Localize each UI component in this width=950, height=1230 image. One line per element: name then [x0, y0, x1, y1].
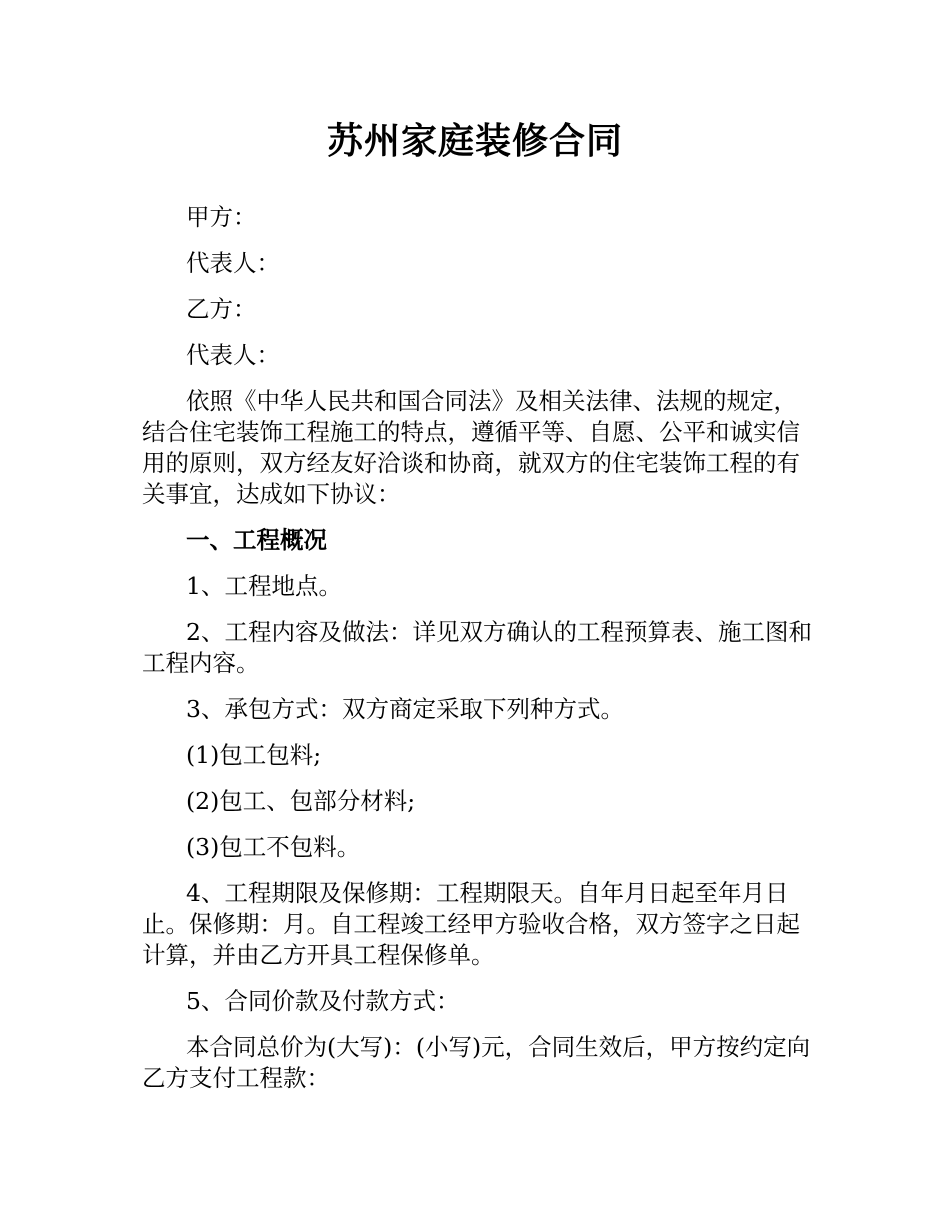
clause-contract-method: 3、承包方式：双方商定采取下列种方式。 [186, 695, 624, 723]
party-b-representative-line: 代表人： [186, 341, 280, 369]
party-a-representative-line: 代表人： [186, 249, 280, 277]
party-b-line: 乙方： [186, 295, 257, 323]
preamble-paragraph: 依照《中华人民共和国合同法》及相关法律、法规的规定，结合住宅装饰工程施工的特点，遵循平等、自愿、公平和诚实信用的原则，双方经友好洽谈和协商，就双方的住宅装饰工程的有关事宜，达成如下协议： [142, 387, 800, 508]
document-title: 苏州家庭装修合同 [326, 121, 623, 162]
clause-period-and-warranty: 4、工程期限及保修期：工程期限天。自年月日起至年月日止。保修期：月。自工程竣工经甲方验收合格，双方签字之日起计算，并由乙方开具工程保修单。 [142, 879, 800, 969]
clause-price-and-payment: 5、合同价款及付款方式： [186, 987, 460, 1015]
document-body [142, 202, 814, 1109]
party-a-line: 甲方： [186, 203, 257, 231]
section-heading-project-overview: 一、工程概况 [186, 526, 327, 554]
clause-total-price: 本合同总价为(大写)：(小写)元，合同生效后，甲方按约定向乙方支付工程款： [142, 1033, 811, 1092]
clause-project-location: 1、工程地点。 [186, 572, 342, 600]
option-labor-and-materials: (1)包工包料; [186, 741, 322, 769]
option-labor-only: (3)包工不包料。 [186, 833, 361, 861]
clause-project-content: 2、工程内容及做法：详见双方确认的工程预算表、施工图和工程内容。 [142, 618, 812, 677]
option-labor-partial-materials: (2)包工、包部分材料; [186, 787, 416, 815]
